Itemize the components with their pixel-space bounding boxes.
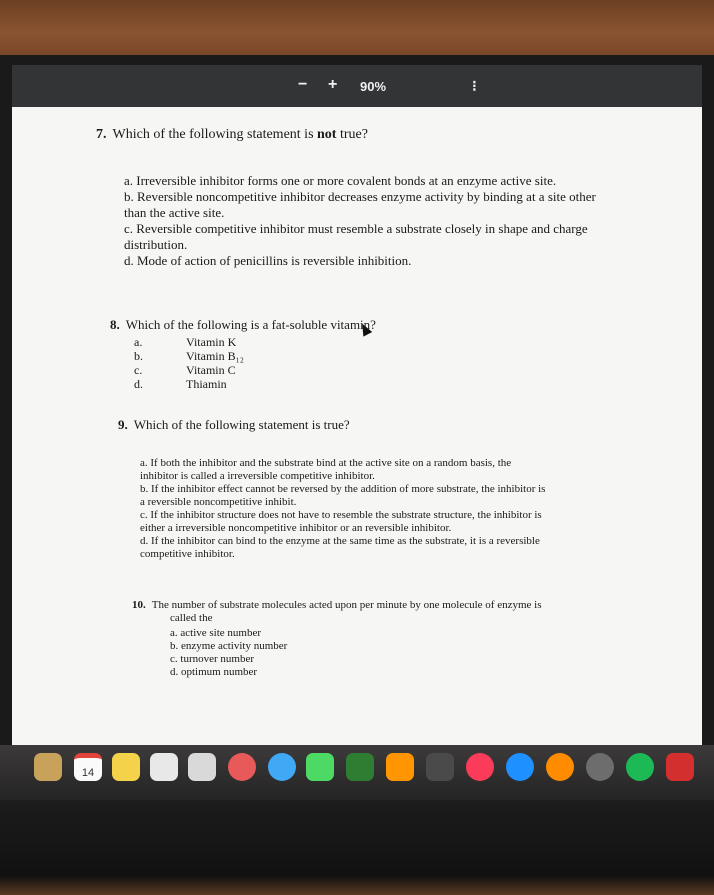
option-row xyxy=(134,335,670,349)
option-line: inhibitor is called a irreversible competitive inhibitor. xyxy=(140,470,375,482)
option-line: a. active site number xyxy=(170,627,262,639)
option-line: d. optimum number xyxy=(170,666,258,678)
option-row xyxy=(134,349,670,363)
music-icon[interactable] xyxy=(466,753,494,781)
option-letter: b. xyxy=(134,349,143,363)
question-text: The number of substrate molecules acted upon per minute by one molecule of enzyme is xyxy=(151,599,542,611)
option-line: b. enzyme activity number xyxy=(170,640,288,652)
calendar-icon[interactable]: 14 xyxy=(74,753,102,781)
option-line: d. If the inhibitor can bind to the enzyme at the same time as the substrate, it is a reversible xyxy=(140,535,540,547)
spotify-icon[interactable] xyxy=(626,753,654,781)
option-line: c. turnover number xyxy=(170,653,254,665)
zoom-in-button[interactable]: + xyxy=(328,76,338,93)
system-preferences-icon[interactable] xyxy=(586,753,614,781)
option-text: Vitamin K xyxy=(186,335,237,349)
option-line: a. Irreversible inhibitor forms one or more covalent bonds at an enzyme active site. xyxy=(124,173,557,188)
messages-icon[interactable] xyxy=(268,753,296,781)
option-text: Vitamin B₁₂ xyxy=(186,349,244,363)
option-line: distribution. xyxy=(124,237,188,252)
pdf-viewer-window xyxy=(12,65,702,755)
option-letter: d. xyxy=(134,377,143,391)
facetime-icon[interactable] xyxy=(306,753,334,781)
answer-options xyxy=(124,173,676,269)
finder-folder-icon[interactable] xyxy=(34,753,62,781)
answer-options xyxy=(134,335,670,391)
question-text-continued: called the xyxy=(170,612,213,624)
pdf-toolbar xyxy=(12,65,702,107)
option-line: c. If the inhibitor structure does not have to resemble the substrate structure, the inhibitor is xyxy=(140,509,542,521)
question-7 xyxy=(96,127,676,269)
option-row xyxy=(134,363,670,377)
option-line: a reversible noncompetitive inhibit. xyxy=(140,496,297,508)
question-number: 9. xyxy=(118,417,128,432)
question-text: Which of the following is a fat-soluble vitamin? xyxy=(125,317,376,332)
answer-options xyxy=(140,457,678,561)
question-number: 8. xyxy=(110,317,120,332)
option-row xyxy=(134,377,670,391)
question-number: 7. xyxy=(96,127,107,142)
desk-surface xyxy=(0,0,714,55)
option-line: a. If both the inhibitor and the substrate bind at the active site on a random basis, the xyxy=(140,457,512,469)
app-store-icon[interactable] xyxy=(506,753,534,781)
question-text: Which of the following statement is xyxy=(112,127,318,142)
preview-icon[interactable] xyxy=(150,753,178,781)
keynote-icon[interactable] xyxy=(426,753,454,781)
question-text-bold: not xyxy=(317,127,337,142)
option-line: b. If the inhibitor effect cannot be reversed by the addition of more substrate, the inhibitor is xyxy=(140,483,546,495)
option-line: either a irreversible noncompetitive inhibitor or an reversible inhibitor. xyxy=(140,522,452,534)
option-text: Thiamin xyxy=(186,377,227,391)
option-line: d. Mode of action of penicillins is reversible inhibition. xyxy=(124,253,412,268)
question-9 xyxy=(118,417,678,561)
powerpoint-icon[interactable] xyxy=(666,753,694,781)
books-icon[interactable] xyxy=(546,753,574,781)
reminders-icon[interactable] xyxy=(188,753,216,781)
photos-icon[interactable] xyxy=(228,753,256,781)
answer-options xyxy=(170,627,672,679)
mac-dock xyxy=(0,745,714,800)
option-line: c. Reversible competitive inhibitor must resemble a substrate closely in shape and charge xyxy=(124,221,588,236)
zoom-out-button[interactable]: − xyxy=(298,76,308,93)
zoom-level: 90% xyxy=(360,79,387,94)
numbers-icon[interactable] xyxy=(386,753,414,781)
option-line: than the active site. xyxy=(124,205,225,220)
option-line: b. Reversible noncompetitive inhibitor decreases enzyme activity by binding at a site other xyxy=(124,189,596,204)
option-letter: a. xyxy=(134,335,143,349)
question-text-end: true? xyxy=(336,127,368,142)
pages-icon[interactable] xyxy=(346,753,374,781)
option-text: Vitamin C xyxy=(186,363,236,377)
question-text: Which of the following statement is true? xyxy=(133,417,350,432)
question-10 xyxy=(132,599,672,679)
option-letter: c. xyxy=(134,363,143,377)
question-number: 10. xyxy=(132,599,146,611)
question-8 xyxy=(110,317,670,391)
more-options-icon[interactable]: ⁝ xyxy=(472,78,477,95)
document-page xyxy=(12,107,702,755)
notes-icon[interactable] xyxy=(112,753,140,781)
option-line: competitive inhibitor. xyxy=(140,548,235,560)
monitor-bottom-bezel xyxy=(0,800,714,895)
